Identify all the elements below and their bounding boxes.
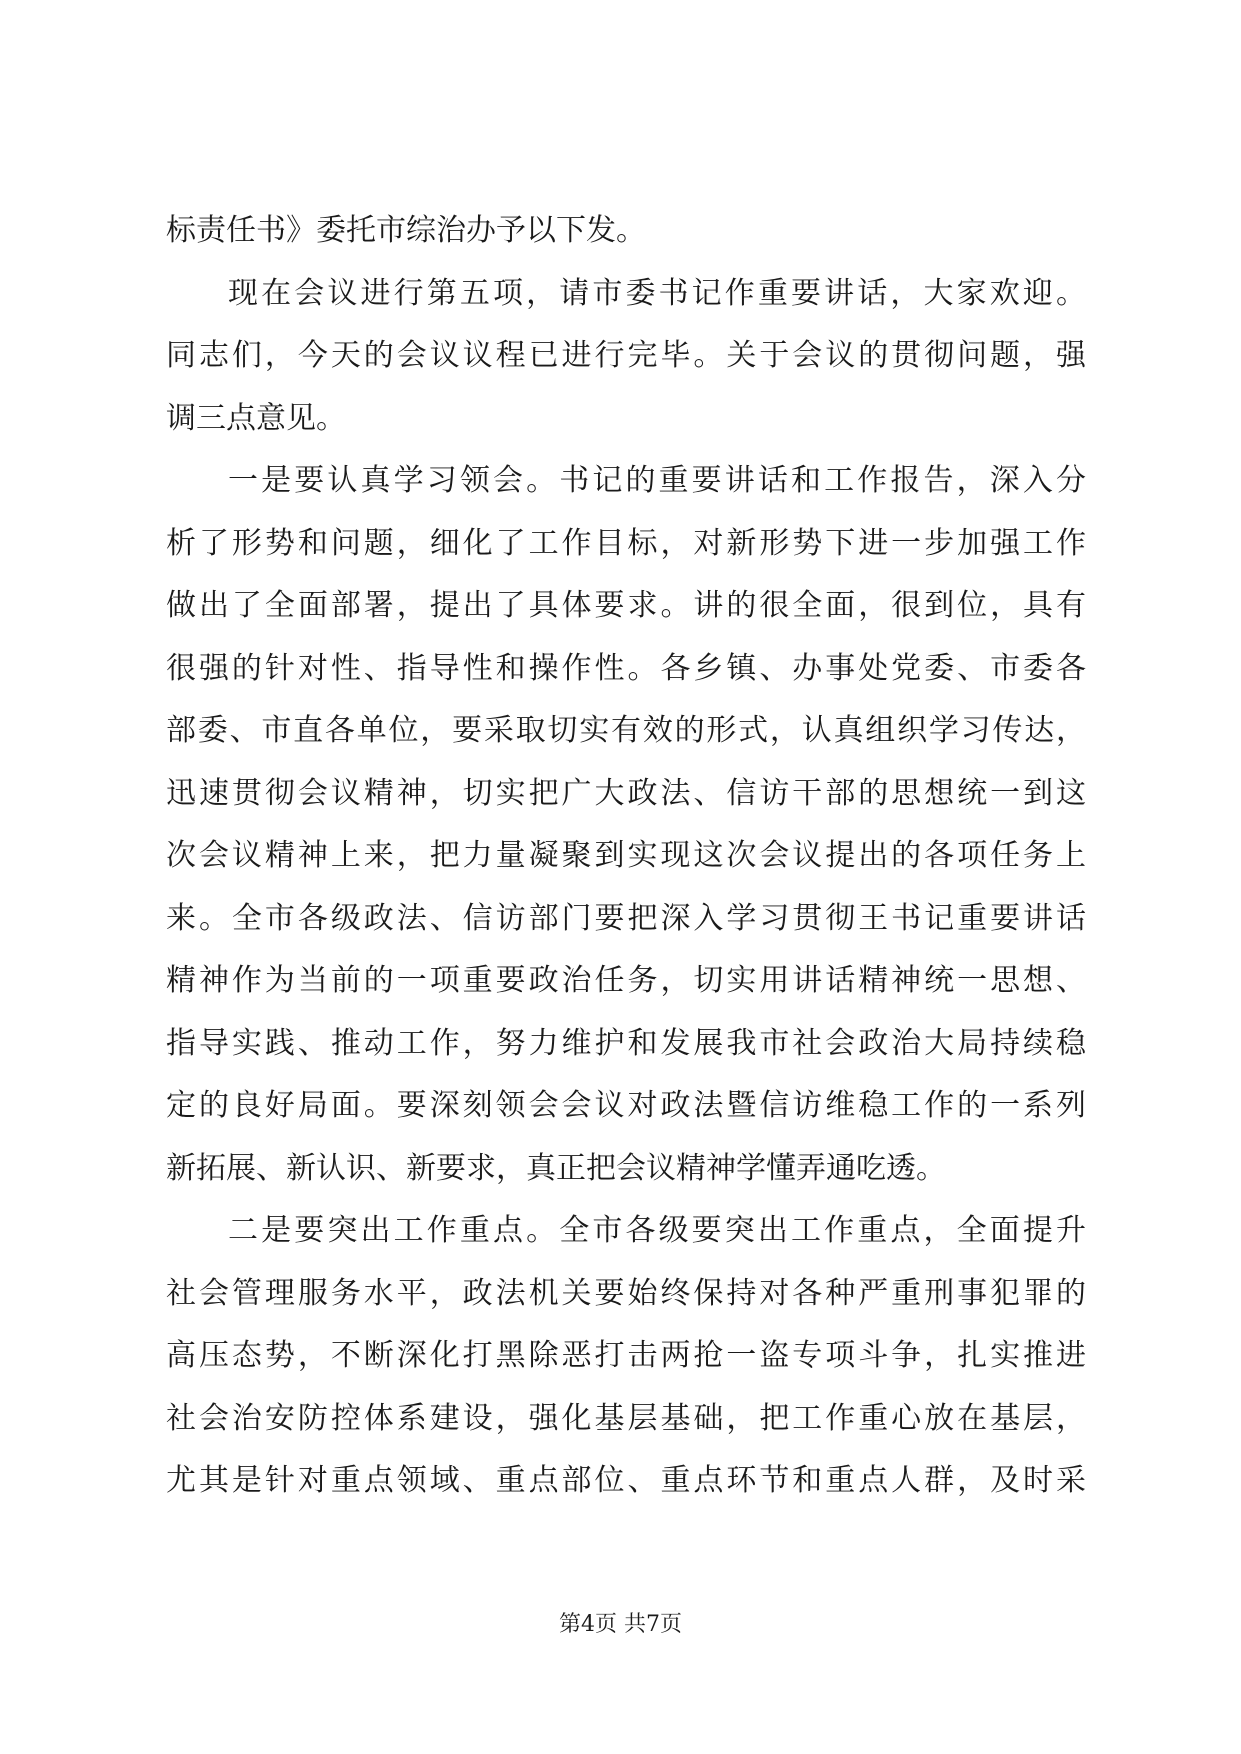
text-line: 标责任书》委托市综治办予以下发。 — [166, 213, 646, 248]
text-line: 一是要认真学习领会。书记的重要讲话和工作报告，深入分 — [228, 463, 1086, 498]
text-line: 二是要突出工作重点。全市各级要突出工作重点，全面提升 — [228, 1213, 1086, 1248]
text-line: 迅速贯彻会议精神，切实把广大政法、信访干部的思想统一到这 — [166, 775, 1086, 811]
text-line: 定的良好局面。要深刻领会会议对政法暨信访维稳工作的一系列 — [166, 1088, 1086, 1123]
text-line: 来。全市各级政法、信访部门要把深入学习贯彻王书记重要讲话 — [166, 900, 1086, 936]
text-line: 社会治安防控体系建设，强化基层基础，把工作重心放在基层， — [166, 1400, 1086, 1436]
text-line: 社会管理服务水平，政法机关要始终保持对各种严重刑事犯罪的 — [166, 1275, 1086, 1311]
text-line: 尤其是针对重点领域、重点部位、重点环节和重点人群，及时采 — [166, 1463, 1086, 1498]
text-line: 析了形势和问题，细化了工作目标，对新形势下进一步加强工作 — [166, 525, 1086, 561]
text-line: 指导实践、推动工作，努力维护和发展我市社会政治大局持续稳 — [166, 1025, 1086, 1061]
document-body — [166, 200, 1086, 1513]
text-line: 同志们，今天的会议议程已进行完毕。关于会议的贯彻问题，强 — [166, 338, 1086, 373]
text-line: 高压态势，不断深化打黑除恶打击两抢一盗专项斗争，扎实推进 — [166, 1338, 1086, 1373]
text-line: 次会议精神上来，把力量凝聚到实现这次会议提出的各项任务上 — [166, 838, 1086, 873]
text-line: 做出了全面部署，提出了具体要求。讲的很全面，很到位，具有 — [166, 588, 1086, 623]
text-line: 很强的针对性、指导性和操作性。各乡镇、办事处党委、市委各 — [166, 650, 1086, 686]
text-line: 部委、市直各单位，要采取切实有效的形式，认真组织学习传达， — [166, 713, 1086, 748]
text-line: 新拓展、新认识、新要求，真正把会议精神学懂弄通吃透。 — [166, 1150, 946, 1186]
text-line: 精神作为当前的一项重要政治任务，切实用讲话精神统一思想、 — [166, 963, 1086, 998]
text-line: 调三点意见。 — [166, 400, 346, 436]
page-footer: 第4页 共7页 — [559, 1612, 682, 1637]
text-line: 现在会议进行第五项，请市委书记作重要讲话，大家欢迎。 — [228, 275, 1086, 311]
